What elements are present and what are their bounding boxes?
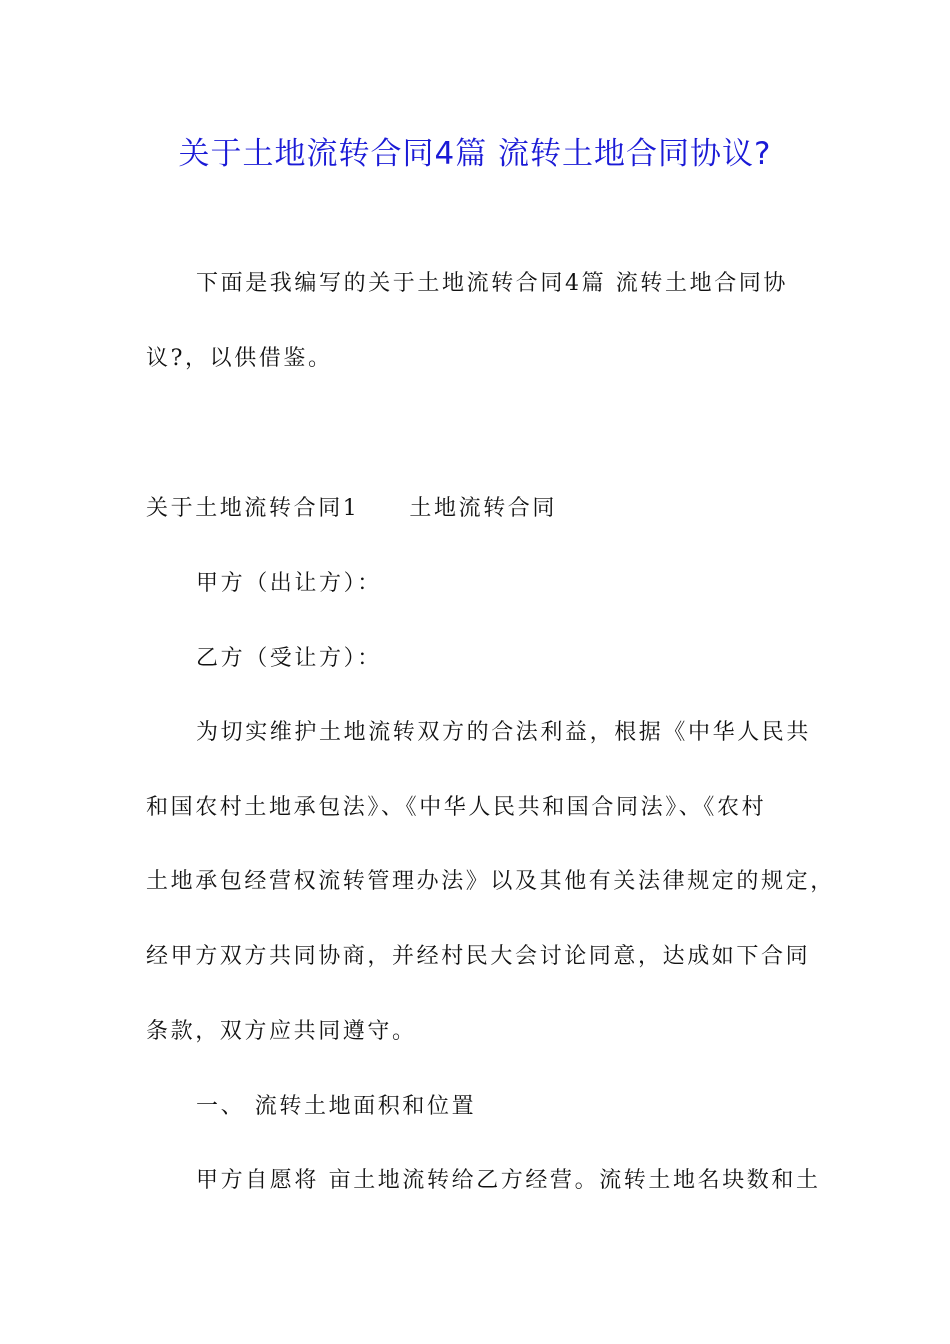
contract-heading xyxy=(146,494,557,524)
preamble-line-1: 为切实维护土地流转双方的合法利益，根据《中华人民共 xyxy=(196,720,812,745)
document-title: 关于土地流转合同4篇 流转土地合同协议? xyxy=(178,136,772,172)
preamble-line-3: 土地承包经营权流转管理办法》以及其他有关法律规定的规定， xyxy=(146,869,835,894)
section-1-title: 一、 流转土地面积和位置 xyxy=(196,1094,477,1119)
intro-line-2: 议?，以供借鉴。 xyxy=(146,346,333,371)
contract-heading-left: 关于土地流转合同1 xyxy=(146,496,360,521)
party-a-line: 甲方（出让方）： xyxy=(196,571,382,596)
preamble-line-5: 条款，双方应共同遵守。 xyxy=(146,1019,417,1044)
intro-line-1: 下面是我编写的关于土地流转合同4篇 流转土地合同协 xyxy=(196,271,788,296)
preamble-line-4: 经甲方双方共同协商，并经村民大会讨论同意，达成如下合同 xyxy=(146,944,811,969)
contract-heading-right: 土地流转合同 xyxy=(409,496,558,521)
party-b-line: 乙方（受让方）： xyxy=(196,646,382,671)
section-1-text: 甲方自愿将 亩土地流转给乙方经营。流转土地名块数和土 xyxy=(196,1168,821,1193)
preamble-line-2: 和国农村土地承包法》、《中华人民共和国合同法》、《农村 xyxy=(146,795,767,820)
